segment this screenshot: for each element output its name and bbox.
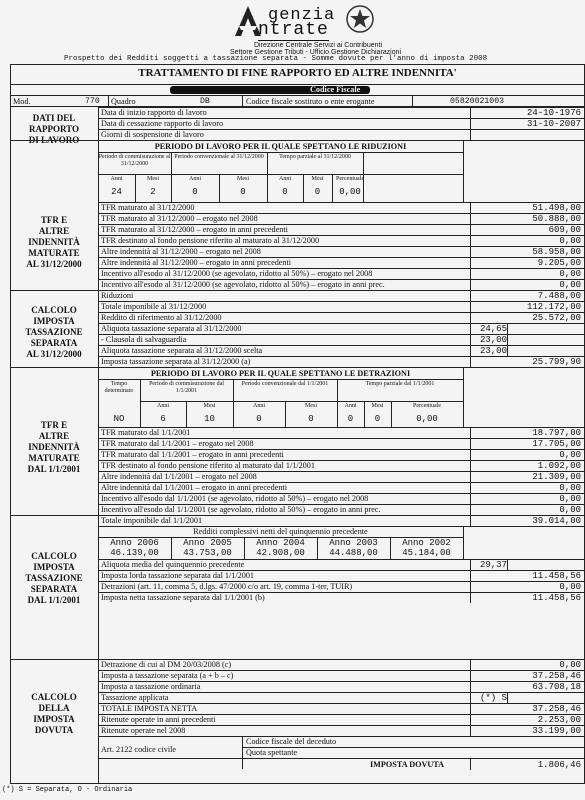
codice-fiscale-label: Codice Fiscale (310, 85, 361, 94)
tfr2000-sub-label: Anni (279, 176, 291, 182)
value-col-dati (470, 107, 471, 140)
mod-label: Mod. (13, 97, 31, 106)
redditi-right-line (463, 526, 464, 559)
tfr2000-row-label: Incentivo all'esodo al 31/12/2000 (se agevolato, ridotto al 50%) – erogato nel 2008 (101, 269, 373, 278)
value-col-tfr2001 (470, 427, 471, 515)
tfr2001-sub-value: 0 (347, 414, 354, 424)
section-calcolo-2001: CALCOLO IMPOSTA TASSAZIONE SEPARATA DAL 1/1/2001 (25, 550, 83, 605)
dovuta-row-line (98, 692, 585, 693)
tfr2000-sub-value: 0 (282, 187, 288, 197)
dovuta-row-value: 33.199,00 (532, 726, 581, 736)
value-col-calc2001 (470, 559, 471, 603)
tfr2001-row-value: 1.092,00 (537, 461, 581, 471)
tfr2000-row-value: 609,00 (548, 225, 581, 235)
calc2001-row-value: 11.458,56 (532, 571, 581, 581)
quota-spettante-label: Quota spettante (246, 748, 298, 757)
dati-row-label: Giorni di sospensione di lavoro (101, 130, 204, 139)
prospetto-text: Prospetto dei Redditi soggetti a tassazione separata - Somme dovute per l'anno di imposta 2008 (64, 55, 488, 63)
tfr2001-row-value: 18.797,00 (532, 428, 581, 438)
tfr2001-sub-label: Mesi (203, 403, 216, 409)
tfr2000-row-value: 0,00 (559, 280, 581, 290)
calc2000-row-mid: 24,65 (479, 324, 507, 334)
value-col-dovuta (470, 659, 471, 736)
tfr2000-row-label: Incentivo all'esodo al 31/12/2000 (se agevolato, ridotto al 50%) – erogato in anni prec. (101, 280, 385, 289)
dovuta-final-rule (98, 758, 585, 759)
calc2001-row-value: 11.458,56 (532, 593, 581, 603)
tfr2000-row-value: 50.888,00 (532, 214, 581, 224)
tfr2001-row-value: 21.309,00 (532, 472, 581, 482)
calc2000-row-label: Reddito di riferimento al 31/12/2000 (101, 313, 222, 322)
cf-rule (10, 95, 585, 96)
dovuta-row-mid: (*) S (479, 693, 507, 703)
dovuta-row-label: TOTALE IMPOSTA NETTA (101, 704, 198, 713)
mid-divider (507, 334, 508, 345)
redditi-col-line (171, 537, 172, 559)
tfr2001-period-col: Tempo determinato (104, 381, 134, 394)
redditi-col-line (244, 537, 245, 559)
redditi-anno: Anno 2005 (183, 538, 232, 548)
mod-value: 770 (85, 97, 100, 106)
sub-col-line (303, 174, 304, 202)
calc2000-row-label: Aliquota tassazione separata al 31/12/2000 scelta (101, 346, 263, 355)
tfr2001-sub-label: Anni (253, 403, 265, 409)
tfr2000-sub-value: 0 (192, 187, 198, 197)
cf-sostituto-label: Codice fiscale sostituto o ente erogante (246, 97, 375, 106)
tfr2000-sub-label: Mesi (311, 176, 324, 182)
tfr2001-sub-label: Percentuale (413, 403, 441, 409)
calc2000-row-value: 25.799,90 (532, 357, 581, 367)
tfr2000-row-value: 51.498,00 (532, 203, 581, 213)
tfr2001-period-col: Periodo convenzionale dal 1/1/2001 (241, 381, 329, 387)
imposta-dovuta-label: IMPOSTA DOVUTA (370, 760, 445, 769)
frame-top (10, 64, 585, 65)
period2-sub-rule2 (140, 401, 463, 402)
tfr2001-sub-value: 10 (204, 414, 215, 424)
tfr2001-row-value: 0,00 (559, 483, 581, 493)
periodo2-right-line (463, 367, 464, 427)
tfr2000-row-label: TFR maturato al 31/12/2000 – erogato in anni precedenti (101, 225, 288, 234)
tfr2000-rule (10, 140, 585, 141)
value-col-tfr2000 (470, 202, 471, 290)
tfr2000-row-label: Altre indennità al 31/12/2000 – erogato nel 2008 (101, 247, 261, 256)
quadro-label: Quadro (111, 97, 136, 106)
tfr2001-sub-label: Mesi (371, 403, 384, 409)
tfr2001-row-label: TFR maturato dal 1/1/2001 (101, 428, 191, 437)
title-rule (10, 84, 585, 85)
calc2000-row-mid: 23,00 (479, 346, 507, 356)
logo-text-entrate: ntrate (258, 20, 329, 40)
redditi-valore: 45.184,00 (402, 548, 451, 558)
tfr2000-row-value: 9.205,00 (537, 258, 581, 268)
direzione-text: Direzione Centrale Servizi ai Contribuenti (254, 42, 383, 49)
sub-col-line (332, 174, 333, 202)
tfr2000-periodo-title: PERIODO DI LAVORO PER IL QUALE SPETTANO LE RIDUZIONI (154, 142, 407, 151)
tfr2000-row-label: TFR maturato al 31/12/2000 (101, 203, 195, 212)
mid-divider (507, 323, 508, 334)
tfr2001-row-value: 17.705,00 (532, 439, 581, 449)
tfr2001-period-col: Periodo di commisurazione dal 1/1/2001 (149, 381, 224, 394)
calc2000-row-value: 112.172,00 (526, 302, 581, 312)
sub-col-line (171, 174, 172, 202)
dovuta-row-value: 2.253,00 (537, 715, 581, 725)
tfr2000-sub-label: Mesi (237, 176, 249, 182)
tfr2001-row-label: TFR maturato dal 1/1/2001 – erogato in anni precedenti (101, 450, 284, 459)
tfr2001-row-label: Incentivo all'esodo dal 1/1/2001 (se agevolato, ridotto al 50%) – erogato in anni prec. (101, 505, 381, 514)
tfr2001-sub-value: NO (113, 414, 125, 424)
tfr2001-row-value: 0,00 (559, 450, 581, 460)
redditi-valore: 43.753,00 (183, 548, 232, 558)
form-table (10, 64, 585, 784)
redditi-anno: Anno 2002 (402, 538, 451, 548)
section-calcolo-dovuta: CALCOLO DELLA IMPOSTA DOVUTA (31, 692, 77, 735)
redditi-col-line (317, 537, 318, 559)
calc2001-totale-value: 39.014,00 (532, 516, 581, 526)
tfr2001-row-label: TFR maturato dal 1/1/2001 – erogato nel 2008 (101, 439, 254, 448)
redditi-valore: 46.139,00 (110, 548, 159, 558)
periodo-sub-rule (98, 152, 463, 153)
calc2000-row-label: Riduzioni (101, 291, 134, 300)
redditi-anno: Anno 2004 (256, 538, 305, 548)
tfr2000-period-col: Periodo convenzionale al 31/12/2000 (174, 154, 264, 160)
settore-text: Settore Gestione Tributi - Ufficio Gestione Dichiarazioni (230, 49, 402, 56)
redditi-anno: Anno 2006 (110, 538, 159, 548)
tfr2000-sub-value: 0 (240, 187, 246, 197)
tfr2000-sub-value: 0,00 (339, 187, 361, 197)
redditi-col-line (390, 537, 391, 559)
section-calcolo-2000: CALCOLO IMPOSTA TASSAZIONE SEPARATA AL 31/12/2000 (25, 305, 83, 359)
quadro-value: DB (200, 97, 210, 106)
cf-divider (412, 95, 413, 106)
section-dati-rapporto: DATI DEL RAPPORTO (28, 112, 80, 134)
art-2122-label: Art. 2122 codice civile (101, 745, 177, 754)
tfr2001-row-value: 0,00 (559, 505, 581, 515)
value-col-calc2000 (470, 290, 471, 367)
cf-deceduto-label: Codice fiscale del deceduto (246, 737, 337, 746)
republic-emblem-icon (345, 4, 375, 34)
tfr2001-row-label: Altre indennità dal 1/1/2001 – erogato in anni precedenti (101, 483, 287, 492)
imposta-dovuta-value: 1.806,46 (537, 760, 581, 770)
redditi-title: Redditi complessivi netti del quinquennio precedente (193, 527, 368, 536)
calc2001-row-label: Detrazioni (art. 11, comma 5, d.lgs. 47/2000 c/o art. 19, comma 1-ter, TUIR) (101, 582, 353, 591)
sub-col-line (135, 174, 136, 202)
tfr2000-sub-value: 2 (150, 187, 156, 197)
dovuta-row-value: 63.708,18 (532, 682, 581, 692)
calc2000-row-label: Aliquota tassazione separata al 31/12/2000 (101, 324, 242, 333)
tfr2000-sub-value: 0 (314, 187, 321, 197)
period-sub-rule2 (98, 174, 463, 175)
dati-row-value: 31-10-2007 (526, 119, 581, 129)
dovuta-row-value: 37.258,46 (532, 671, 581, 681)
tfr2001-sub-label: Mesi (305, 403, 317, 409)
calc2000-row-label: - Clausola di salvaguardia (101, 335, 187, 344)
dovuta-row-label: Tassazione applicata (101, 693, 169, 702)
tfr2001-sub-value: 0 (308, 414, 314, 424)
dati-row-value: 24-10-1976 (526, 108, 581, 118)
tfr2001-rule (10, 367, 585, 368)
sub-col-line (219, 174, 220, 202)
mid-divider (507, 692, 508, 703)
mod-divider (108, 95, 109, 106)
dati-row-label: Data di cessazione rapporto di lavoro (101, 119, 224, 128)
tfr2000-sub-label: Percentuale (336, 176, 364, 182)
dati-row-label: Data di inizio rapporto di lavoro (101, 108, 207, 117)
calc2000-row-value: 7.488,00 (537, 291, 581, 301)
redditi-valore: 44.488,00 (329, 548, 378, 558)
tfr2001-row-label: Altre indennità dal 1/1/2001 – erogato nel 2008 (101, 472, 257, 481)
calc2001-totale-label: Totale imponibile dal 1/1/2001 (101, 516, 203, 525)
redditi-anno: Anno 2003 (329, 538, 378, 548)
tfr2000-period-col: Periodo di commisurazione al 31/12/2000 (98, 154, 171, 167)
frame-bottom (10, 783, 585, 784)
tfr2000-row-value: 0,00 (559, 269, 581, 279)
quadro-divider (242, 95, 243, 106)
calc2000-row-mid: 23,00 (479, 335, 507, 345)
dovuta-row-label: Imposta a tassazione ordinaria (101, 682, 201, 691)
tfr2001-sub-value: 0 (374, 414, 381, 424)
tfr2001-sub-value: 6 (160, 414, 166, 424)
tfr2000-sub-value: 24 (111, 187, 122, 197)
tfr2000-row-value: 0,00 (559, 236, 581, 246)
section-tfr-2001: TFR E ALTRE INDENNITÀ MATURATE DAL 1/1/2001 (27, 419, 81, 474)
dovuta-row-label: Ritenute operate in anni precedenti (101, 715, 216, 724)
tfr2001-row-value: 0,00 (559, 494, 581, 504)
tfr2000-row-value: 58.958,00 (532, 247, 581, 257)
periodo-right-line (463, 140, 464, 202)
value-col-totale (470, 515, 471, 526)
tfr2000-sub-label: Mesi (147, 176, 159, 182)
tfr2001-sub-value: 0,00 (416, 414, 438, 424)
tfr2001-row-label: TFR destinato al fondo pensione riferito al maturato dal 1/1/2001 (101, 461, 315, 470)
footer-note: (*) S = Separata, O - Ordinaria (2, 786, 133, 794)
tfr2000-sub-label: Anni (110, 176, 123, 182)
art-divider (242, 736, 243, 769)
calc2001-row-value: 0,00 (559, 582, 581, 592)
dovuta-row-label: Ritenute operate nel 2008 (101, 726, 186, 735)
tfr2001-row-label: Incentivo all'esodo dal 1/1/2001 (se agevolato, ridotto al 50%) – erogato nel 2008 (101, 494, 369, 503)
dovuta-row-label: Detrazione di cui al DM 20/03/2008 (c) (101, 660, 232, 669)
sub-col-line (267, 174, 268, 202)
tfr2000-row-label: TFR destinato al fondo pensione riferito al maturato al 31/12/2000 (101, 236, 320, 245)
calc2000-row-label: Totale imponibile al 31/12/2000 (101, 302, 207, 311)
form-title: TRATTAMENTO DI FINE RAPPORTO ED ALTRE INDENNITA' (138, 67, 457, 79)
periodo2-sub-rule (98, 379, 463, 380)
tfr2001-sub-label: Anni (157, 403, 169, 409)
cf-sostituto-value: 05820021003 (450, 97, 505, 106)
tfr2001-sub-label: Anni (344, 403, 357, 409)
tfr2001-period-col: Tempo parziale dal 1/1/2001 (365, 381, 435, 387)
section-col-line (98, 107, 99, 784)
calc2001-row-label: Imposta netta tassazione separata dal 1/1/2001 (b) (101, 593, 265, 602)
tfr2000-period-col: Tempo parziale al 31/12/2000 (279, 154, 351, 160)
calc2001-row-label: Aliquota media del quinquennio precedente (101, 560, 245, 569)
mid-divider (507, 559, 508, 570)
calc2001-row-label: Imposta lorda tassazione separata dal 1/1/2001 (101, 571, 255, 580)
tfr2000-sub-label: Anni (189, 176, 201, 182)
art-rule (98, 736, 585, 737)
tfr2000-row-label: Altre indennità al 31/12/2000 – erogato in anni precedenti (101, 258, 292, 267)
calc2000-row-label: Imposta tassazione separata al 31/12/2000 (a) (101, 357, 251, 366)
dovuta-row-value: 37.258,46 (532, 704, 581, 714)
logo-text-agenzia: genzia (268, 6, 336, 25)
redditi-valore: 42.908,00 (256, 548, 305, 558)
tfr2000-row-label: TFR maturato al 31/12/2000 – erogato nel 2008 (101, 214, 258, 223)
calc2000-row-value: 25.572,00 (532, 313, 581, 323)
document-header (0, 0, 585, 68)
mid-divider (507, 345, 508, 356)
tfr2001-periodo-title: PERIODO DI LAVORO PER IL QUALE SPETTANO LE DETRAZIONI (150, 369, 411, 378)
section-tfr-2000: TFR E ALTRE INDENNITÀ MATURATE AL 31/12/2000 (26, 215, 82, 269)
dovuta-row-value: 0,00 (559, 660, 581, 670)
dovuta-row-label: Imposta a tassazione separata (a + b – c) (101, 671, 234, 680)
calc2001-row-mid: 29,37 (479, 560, 507, 570)
tfr2001-sub-value: 0 (256, 414, 262, 424)
